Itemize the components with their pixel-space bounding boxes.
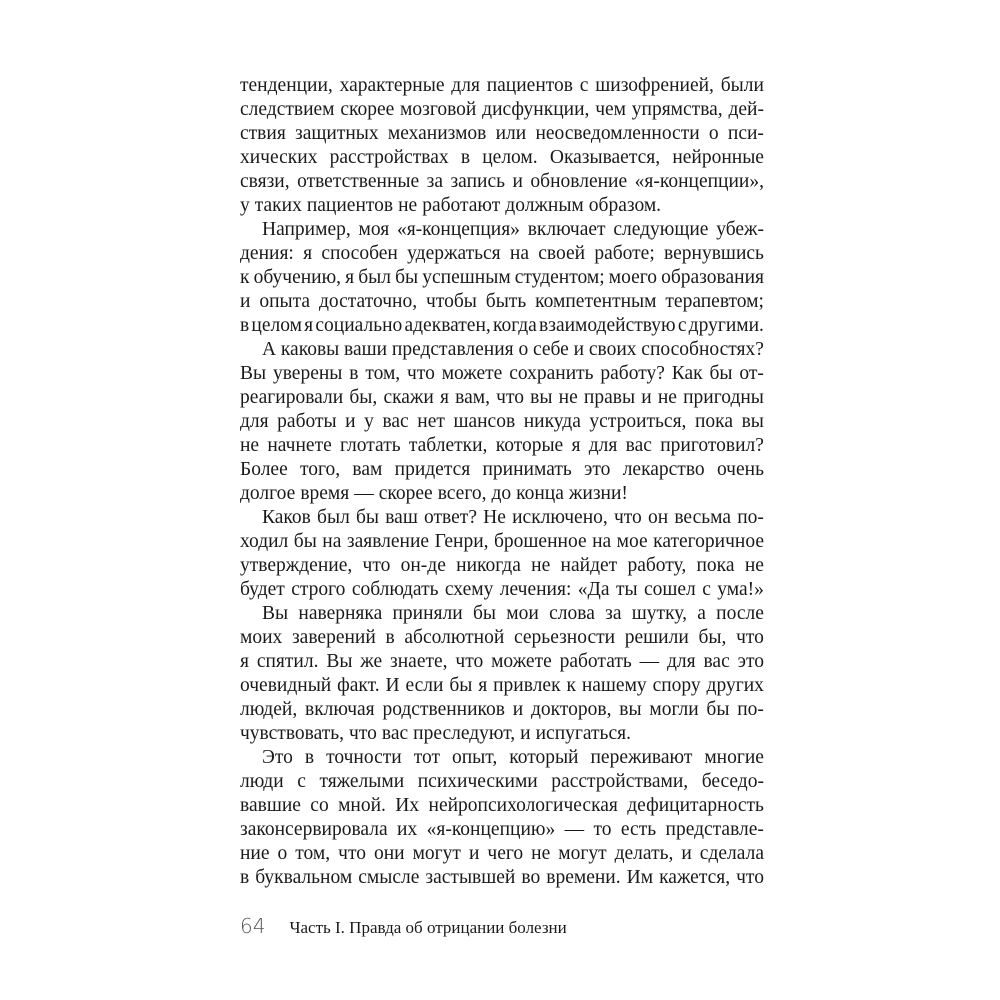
text-line: людей, включая родственников и докторов, вы могли бы по- (240, 699, 764, 720)
text-line: я спятил. Вы же знаете, что можете работать — для вас это (240, 651, 764, 672)
text-line: очевидный факт. И если бы я привлек к нашему спору других (240, 675, 764, 696)
text-line: у таких пациентов не работают должным образом. (240, 195, 662, 216)
text-line: дения: я способен удержаться на своей работе; вернувшись (240, 243, 764, 264)
text-line: тенденции, характерные для пациентов с шизофренией, были (240, 75, 764, 96)
text-line: вавшие со мной. Их нейропсихологическая дефицитарность (240, 795, 764, 816)
text-line: для работы и у вас нет шансов никуда устроиться, пока вы (240, 411, 764, 432)
text-line: Например, моя «я-концепция» включает следующие убеж- (262, 219, 764, 240)
text-line: следствием скорее мозговой дисфункции, чем упрямства, дей- (240, 99, 764, 120)
text-line: к обучению, я был бы успешным студентом; моего образования (240, 267, 764, 288)
text-line: Это в точности тот опыт, который переживают многие (262, 747, 764, 768)
text-line: хических расстройствах в целом. Оказывается, нейронные (240, 147, 764, 168)
text-line: не начнете глотать таблетки, которые я для вас приготовил? (240, 435, 764, 456)
text-line: Более того, вам придется принимать это лекарство очень (240, 459, 764, 480)
text-line: люди с тяжелыми психическими расстройствами, беседо- (240, 771, 764, 792)
text-line: связи, ответственные за запись и обновление «я-концепции», (240, 171, 764, 192)
text-line: ние о том, что они могут и чего не могут делать, и сделала (240, 843, 764, 864)
text-line: законсервировала их «я-концепцию» — то есть представле- (240, 819, 764, 840)
text-line: А каковы ваши представления о себе и своих способностях? (262, 339, 764, 360)
text-line: чувствовать, что вас преследуют, и испугаться. (240, 723, 631, 744)
text-line: и опыта достаточно, чтобы быть компетентным терапевтом; (240, 291, 764, 312)
text-line: в буквальном смысле застывшей во времени. Им кажется, что (240, 867, 764, 888)
body-text (240, 74, 764, 890)
text-line: утверждение, что он-де никогда не найдет работу, пока не (240, 555, 764, 576)
page-footer (240, 914, 567, 940)
running-head: Часть I. Правда об отрицании болезни (289, 918, 567, 937)
text-line: моих заверений в абсолютной серьезности решили бы, что (240, 627, 764, 648)
text-line: Вы уверены в том, что можете сохранить работу? Как бы от- (240, 363, 764, 384)
text-line: ствия защитных механизмов или неосведомленности о пси- (240, 123, 764, 144)
text-line: ходил бы на заявление Генри, брошенное на мое категоричное (240, 531, 764, 552)
text-line: в целом я социально адекватен, когда взаимодействую с другими. (240, 315, 764, 336)
text-line: долгое время — скорее всего, до конца жизни! (240, 483, 628, 504)
text-line: реагировали бы, скажи я вам, что вы не правы и не пригодны (240, 387, 764, 408)
page-number: 64 (240, 914, 266, 938)
text-line: будет строго соблюдать схему лечения: «Да ты сошел с ума!» (240, 579, 764, 600)
text-line: Вы наверняка приняли бы мои слова за шутку, а после (262, 603, 764, 624)
text-line: Каков был бы ваш ответ? Не исключено, что он весьма по- (262, 507, 764, 528)
